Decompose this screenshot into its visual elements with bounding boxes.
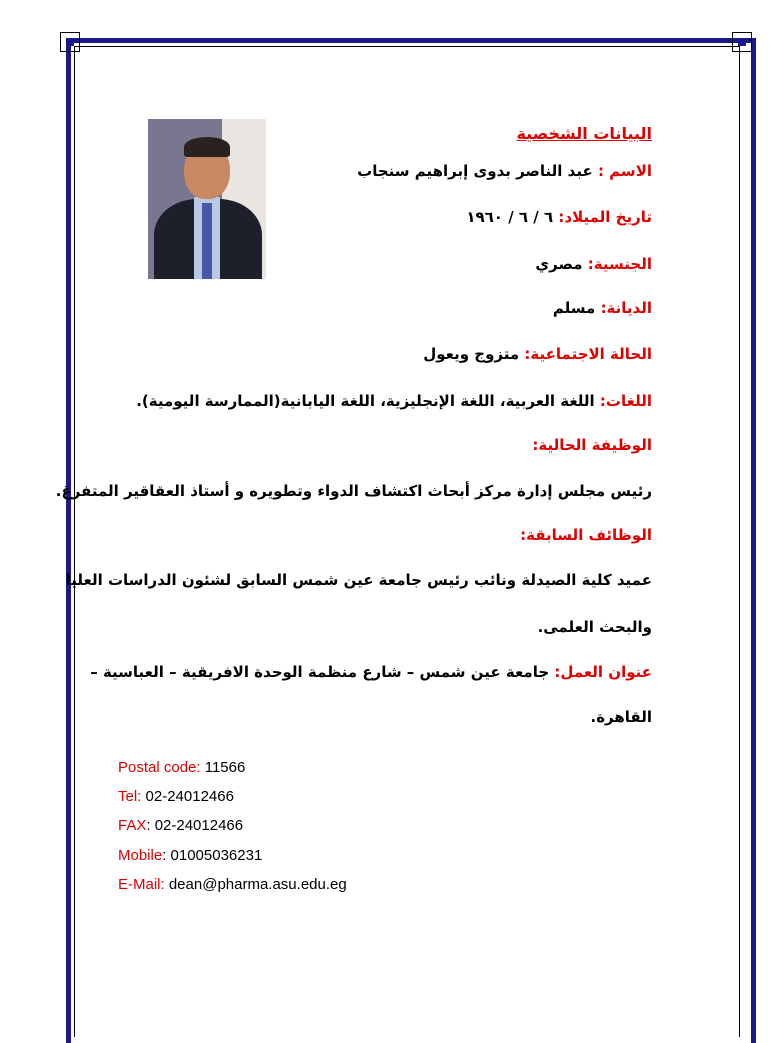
field-birthdate [466, 208, 652, 226]
field-value: عبد الناصر بدوى إبراهيم سنجاب [357, 162, 593, 180]
previous-jobs-line2: والبحث العلمى. [537, 618, 652, 636]
mobile-value: : 01005036231 [162, 847, 263, 864]
email-label: E-Mail: [118, 876, 165, 893]
postal-label: Postal code: [118, 759, 201, 776]
postal-value: 11566 [204, 759, 246, 776]
mobile [118, 847, 262, 864]
field-value: مسلم [552, 299, 596, 317]
field-label: الاسم : [597, 162, 652, 180]
fax [118, 817, 243, 834]
tel-value: 02-24012466 [145, 788, 234, 805]
field-languages [136, 392, 652, 410]
corner-dot-left [66, 38, 74, 46]
mobile-label: Mobile [118, 847, 163, 864]
field-label: الحالة الاجتماعية: [524, 345, 652, 363]
email [118, 876, 347, 893]
previous-jobs-label: الوظائف السابقة: [520, 526, 652, 544]
fax-label: FAX [118, 817, 147, 834]
field-value: اللغة العربية، اللغة الإنجليزية، اللغة اليابانية(الممارسة اليومية). [136, 392, 595, 410]
field-value: متزوج ويعول [423, 345, 520, 363]
tel-label: Tel: [118, 788, 142, 805]
field-label: الجنسية: [587, 255, 652, 273]
field-value: ٦ / ٦ / ١٩٦٠ [466, 208, 554, 226]
telephone [118, 788, 234, 805]
fax-value: : 02-24012466 [146, 817, 244, 834]
work-address-label: عنوان العمل: [554, 663, 652, 681]
current-job-label: الوظيفة الحالية: [532, 436, 652, 454]
field-religion [553, 299, 652, 317]
work-address-line2: القاهرة. [590, 708, 652, 726]
field-name [357, 162, 652, 180]
field-label: تاريخ الميلاد: [558, 208, 652, 226]
work-address-line1 [90, 663, 652, 681]
corner-dot-right [738, 38, 746, 46]
profile-photo [148, 119, 266, 279]
field-label: اللغات: [599, 392, 652, 410]
postal-code [118, 759, 245, 776]
field-label: الديانة: [600, 299, 652, 317]
work-address-value: جامعة عين شمس – شارع منظمة الوحدة الافريقية – العباسية – [90, 663, 550, 681]
field-marital-status [423, 345, 652, 363]
previous-jobs-line1: عميد كلية الصيدلة ونائب رئيس جامعة عين شمس السابق لشئون الدراسات العليا [65, 571, 652, 589]
section-title: البيانات الشخصية [516, 124, 652, 143]
current-job-value: رئيس مجلس إدارة مركز أبحاث اكتشاف الدواء وتطويره و أستاذ العقاقير المتفرغ. [55, 482, 652, 500]
photo-tie [202, 203, 212, 279]
field-nationality [535, 255, 652, 273]
field-value: مصري [535, 255, 583, 273]
photo-hair [184, 137, 230, 157]
email-value[interactable]: dean@pharma.asu.edu.eg [168, 876, 347, 893]
